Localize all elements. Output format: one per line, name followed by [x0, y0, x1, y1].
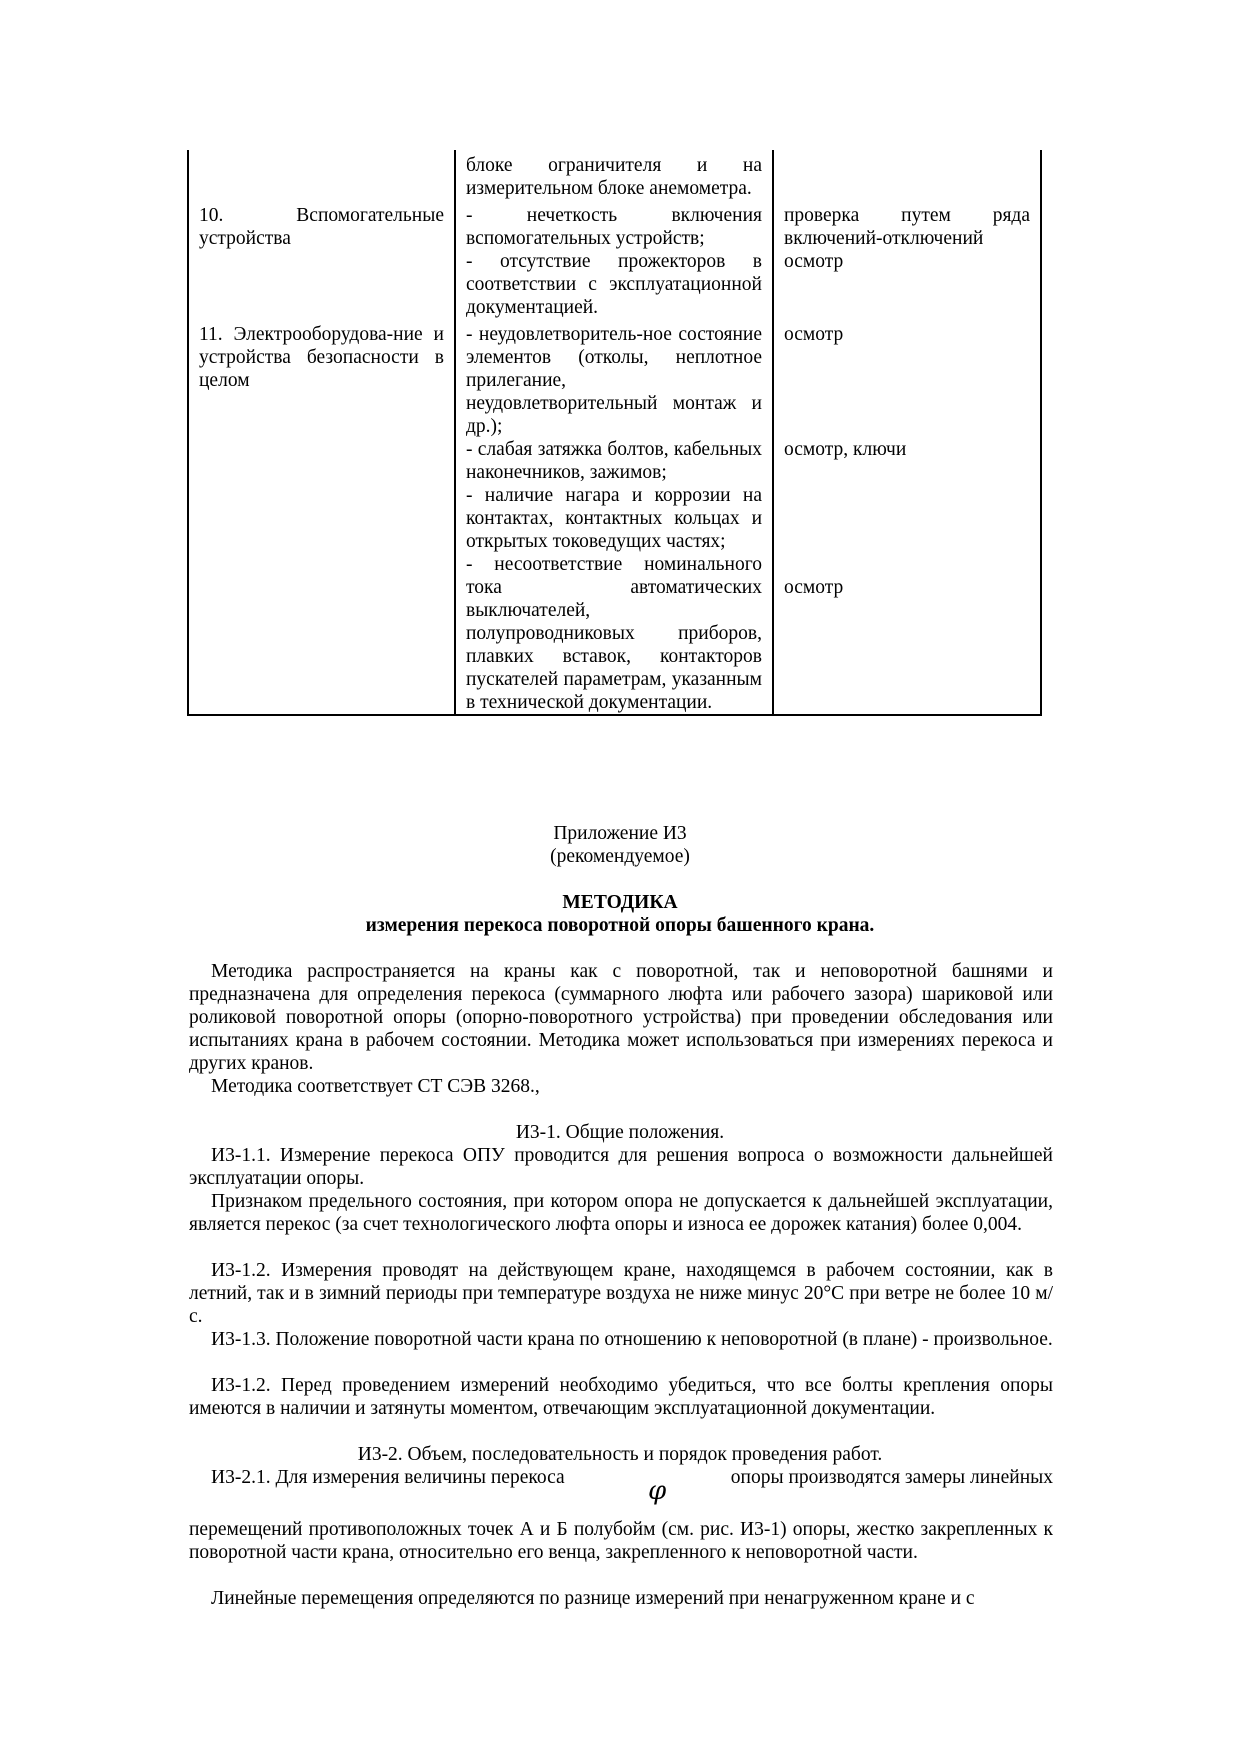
section2-text-start: И3-2.1. Для измерения величины перекоса [211, 1467, 565, 1488]
appendix-title: Приложение И3 [553, 823, 687, 844]
table-row [188, 200, 1041, 319]
table-cell-defects [455, 150, 773, 200]
section2-paragraph: Линейные перемещения определяются по разнице измерений при ненагруженном кране и с [211, 1588, 975, 1609]
table-row [188, 150, 1041, 200]
section1-paragraph: Признаком предельного состояния, при котором опора не допускается к дальнейшей эксплуатации, является перекос (за счет технологического люфта опоры и износа ее дорожек катания) более 0,004. [189, 1191, 1053, 1235]
table-cell-methods [773, 319, 1041, 715]
section1-paragraph: И3-1.2. Перед проведением измерений необходимо убедиться, что все болты крепления опоры имеются в наличии и затянуты моментом, отвечающим эксплуатационной документации. [189, 1375, 1053, 1419]
method-title: МЕТОДИКА [562, 892, 678, 913]
section1-paragraph: И3-1.1. Измерение перекоса ОПУ проводится для решения вопроса о возможности дальнейшей эксплуатации опоры. [189, 1145, 1053, 1189]
defect-text: - отсутствие прожекторов в соответствии с эксплуатационной документацией. [466, 251, 762, 318]
table-cell-methods [773, 200, 1041, 319]
section2-title: И3-2. Объем, последовательность и порядок проведения работ. [357, 1444, 883, 1465]
item-text: 11. Электрооборудова-ние и устройства безопасности в целом [199, 324, 444, 391]
section1-paragraph: И3-1.2. Измерения проводят на действующем кране, находящемся в рабочем состоянии, как в летний, так и в зимний периоды при температуре воздуха не ниже минус 20°С при ветре не более 10 м/с. [189, 1260, 1053, 1327]
method-text: осмотр [784, 324, 844, 345]
table-cell-item [188, 200, 455, 319]
defect-text: - нечеткость включения вспомогательных устройств; [466, 205, 762, 249]
table-cell-item [188, 319, 455, 715]
defect-text: - слабая затяжка болтов, кабельных наконечников, зажимов; [466, 439, 762, 483]
table-cell-methods [773, 150, 1041, 200]
item-text: 10. Вспомогательные устройства [199, 205, 444, 249]
table-cell-defects [455, 200, 773, 319]
phi-symbol: φ [648, 1476, 667, 1506]
inspection-table [187, 150, 1042, 716]
defect-text: - несоответствие номинального тока автоматических выключателей, полупроводниковых приборов, плавких вставок, контакторов пускателей параметрам, указанным в технической документации. [466, 554, 762, 713]
section2-text-end: опоры производятся замеры линейных [730, 1467, 1053, 1488]
method-text: проверка путем ряда включений-отключений осмотр [784, 205, 1030, 272]
intro-paragraph: Методика соответствует СТ СЭВ 3268., [211, 1076, 540, 1097]
appendix-subtitle: (рекомендуемое) [550, 846, 690, 867]
section1-title: И3-1. Общие положения. [515, 1122, 725, 1143]
defect-text: - неудовлетворитель-ное состояние элементов (отколы, неплотное прилегание, неудовлетворительный монтаж и др.); [466, 324, 762, 437]
method-text: осмотр, ключи [784, 439, 907, 460]
method-text: осмотр [784, 577, 844, 598]
table-cell-item [188, 150, 455, 200]
section1-paragraph: И3-1.3. Положение поворотной части крана по отношению к неповоротной (в плане) - произвольное. [211, 1329, 1053, 1350]
defect-text: - наличие нагара и коррозии на контактах, контактных кольцах и открытых токоведущих частях; [466, 485, 762, 552]
table-cell-defects [455, 319, 773, 715]
section2-paragraph: перемещений противоположных точек А и Б полубойм (см. рис. И3-1) опоры, жестко закрепленных к поворотной части крана, относительно его венца, закрепленного к неповоротной части. [189, 1519, 1053, 1563]
table-row [188, 319, 1041, 715]
intro-paragraph: Методика распространяется на краны как с поворотной, так и неповоротной башнями и предназначена для определения перекоса (суммарного люфта или рабочего зазора) шариковой или роликовой поворотной опоры (опорно-поворотного устройства) при проведении обследования или испытаниях крана в рабочем состоянии. Методика может использоваться при измерениях перекоса и других кранов. [189, 961, 1053, 1074]
defect-text: блоке ограничителя и на измерительном блоке анемометра. [466, 155, 762, 199]
method-subtitle: измерения перекоса поворотной опоры башенного крана. [365, 915, 875, 936]
